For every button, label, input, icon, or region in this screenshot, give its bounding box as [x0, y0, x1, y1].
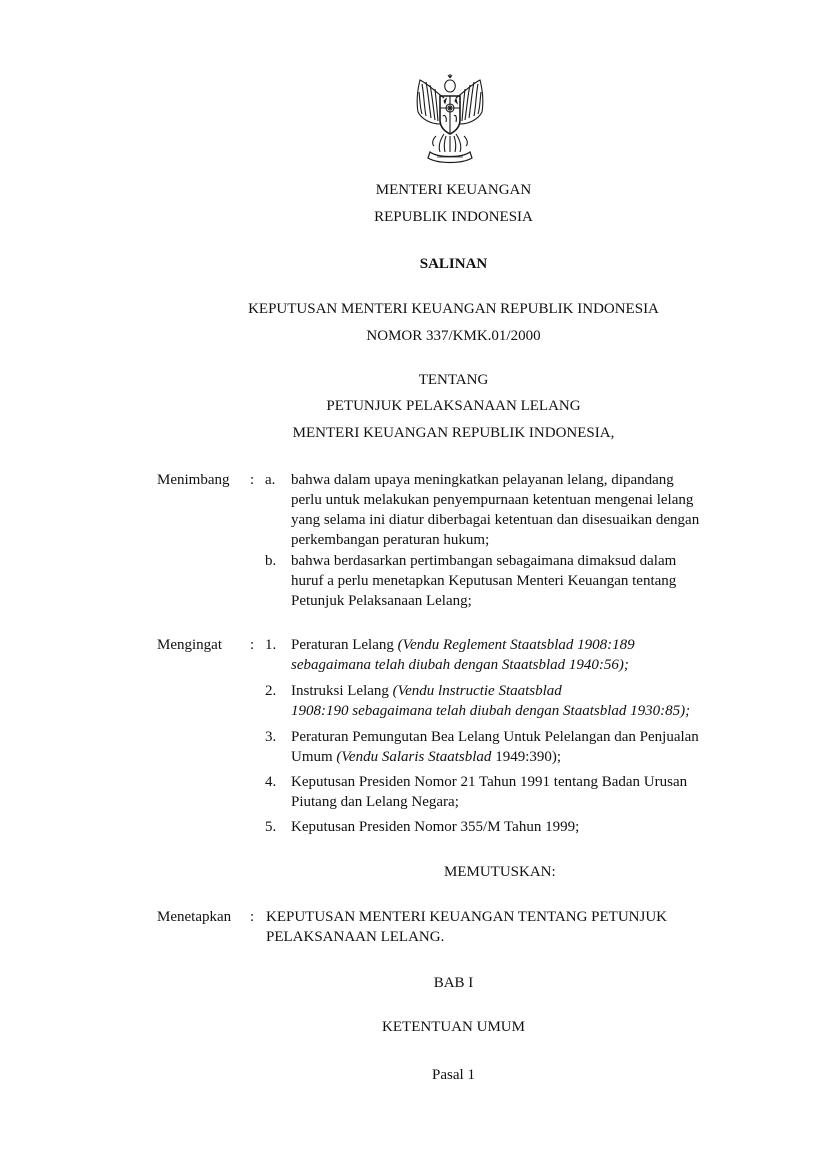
about-label: TENTANG: [418, 372, 489, 388]
item-marker: 1.: [265, 637, 277, 653]
section-colon: :: [250, 637, 255, 653]
section-label: Mengingat: [157, 637, 222, 653]
item-line: perlu untuk melakukan penyempurnaan ketentuan mengenai lelang: [291, 492, 694, 508]
ministry-heading: MENTERI KEUANGAN: [375, 182, 532, 198]
item-line: huruf a perlu menetapkan Keputusan Menteri Keuangan tentang: [291, 573, 677, 589]
item-marker: 2.: [265, 683, 277, 699]
item-marker: 5.: [265, 819, 277, 835]
item-line: Keputusan Presiden Nomor 355/M Tahun 1999;: [291, 819, 580, 835]
section-label: Menetapkan: [157, 909, 232, 925]
section-colon: :: [250, 472, 255, 488]
item-line: bahwa berdasarkan pertimbangan sebagaimana dimaksud dalam: [291, 553, 677, 569]
memutuskan-heading: MEMUTUSKAN:: [444, 864, 556, 880]
item-line: yang selama ini diatur diberbagai ketentuan dan disesuaikan dengan: [291, 512, 700, 528]
copy-mark: SALINAN: [419, 256, 488, 272]
decree-number: NOMOR 337/KMK.01/2000: [366, 328, 541, 344]
section-label: Menimbang: [157, 472, 230, 488]
item-text: Peraturan Lelang: [291, 637, 398, 653]
country-heading: REPUBLIK INDONESIA: [374, 209, 533, 225]
item-text: 1949:390);: [491, 749, 562, 765]
item-marker: 4.: [265, 774, 277, 790]
item-line: Peraturan Pemungutan Bea Lelang Untuk Pelelangan dan Penjualan: [291, 729, 699, 745]
list-item: [291, 470, 699, 550]
item-line: bahwa dalam upaya meningkatkan pelayanan lelang, dipandang: [291, 472, 674, 488]
item-text-italic: (Vendu Reglement Staatsblad 1908:189: [397, 637, 635, 653]
list-item: [291, 681, 690, 721]
item-line: 1908:190 sebagaimana telah diubah dengan Staatsblad 1930:85);: [291, 703, 691, 719]
item-line: [291, 635, 635, 655]
article-heading: Pasal 1: [432, 1067, 475, 1083]
item-line: [291, 747, 699, 767]
garuda-emblem-icon: [410, 74, 490, 166]
item-text-italic: (Vendu lnstructie Staatsblad: [392, 683, 562, 699]
item-line: Keputusan Presiden Nomor 21 Tahun 1991 tentang Badan Urusan: [291, 774, 688, 790]
list-item: [291, 817, 579, 837]
list-item: [291, 551, 676, 611]
menetapkan-line: KEPUTUSAN MENTERI KEUANGAN TENTANG PETUNJUK: [266, 909, 668, 925]
item-line: sebagaimana telah diubah dengan Staatsblad 1940:56);: [291, 657, 629, 673]
chapter-title: KETENTUAN UMUM: [382, 1019, 525, 1035]
item-marker: a.: [265, 472, 276, 488]
item-text: Umum: [291, 749, 337, 765]
list-item: [291, 635, 635, 675]
decree-title: KEPUTUSAN MENTERI KEUANGAN REPUBLIK INDONESIA: [248, 301, 659, 317]
decree-subject: PETUNJUK PELAKSANAAN LELANG: [326, 398, 581, 414]
section-colon: :: [250, 909, 255, 925]
item-line: perkembangan peraturan hukum;: [291, 532, 490, 548]
menetapkan-line: PELAKSANAAN LELANG.: [266, 929, 445, 945]
item-marker: 3.: [265, 729, 277, 745]
item-line: [291, 681, 690, 701]
item-marker: b.: [265, 553, 277, 569]
list-item: [291, 772, 687, 812]
item-text-italic: (Vendu Salaris Staatsblad: [336, 749, 492, 765]
chapter-heading: BAB I: [433, 975, 474, 991]
decree-issuer: MENTERI KEUANGAN REPUBLIK INDONESIA,: [292, 425, 615, 441]
item-line: Piutang dan Lelang Negara;: [291, 794, 459, 810]
list-item: [291, 727, 699, 767]
item-line: Petunjuk Pelaksanaan Lelang;: [291, 593, 472, 609]
item-text: Instruksi Lelang: [291, 683, 393, 699]
